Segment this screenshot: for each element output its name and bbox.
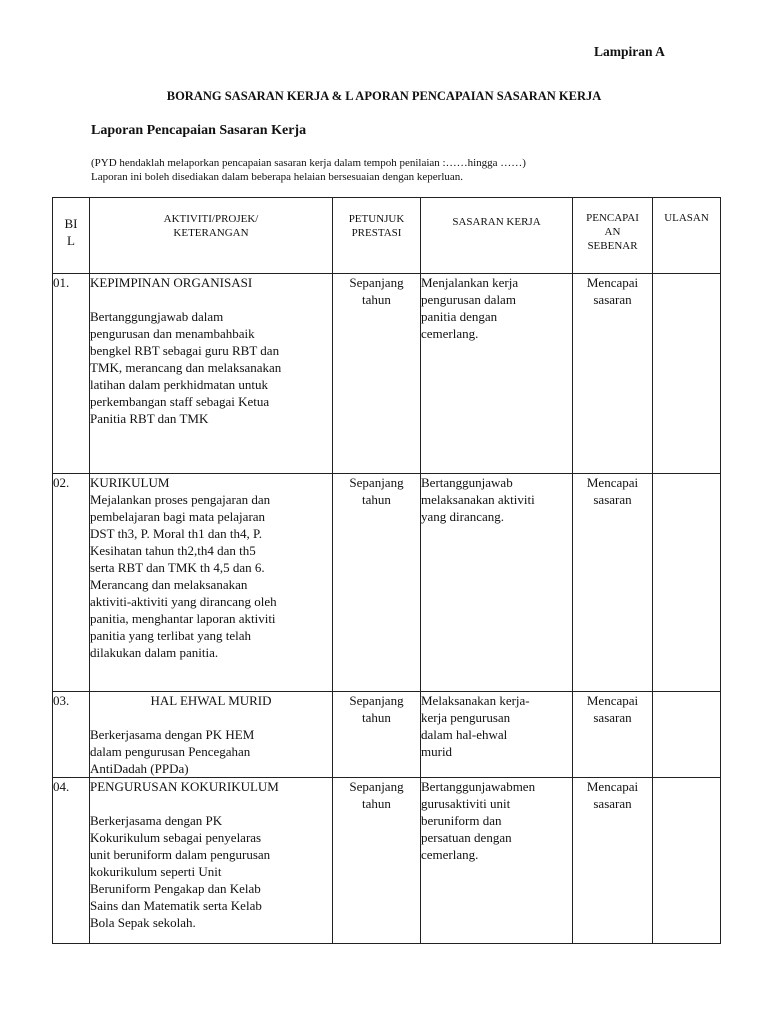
header-aktiviti-line2: KETERANGAN (173, 227, 249, 239)
pencapaian-line: Mencapai (586, 475, 639, 490)
sasaran-line: dalam hal-ehwal (421, 727, 508, 742)
sasaran-line: pengurusan dalam (421, 292, 516, 307)
row-aktiviti (90, 274, 333, 474)
header-ulasan (653, 198, 721, 274)
row-sasaran (421, 274, 573, 474)
row-desc-line: Bola Sepak sekolah. (90, 915, 196, 930)
row-desc-line: Beruniform Pengakap dan Kelab (90, 881, 261, 896)
row-desc-line: dilakukan dalam panitia. (90, 645, 219, 660)
row-desc-line: serta RBT dan TMK th 4,5 dan 6. (90, 560, 265, 575)
header-sasaran-text: SASARAN KERJA (452, 216, 541, 228)
row-desc-line: latihan dalam perkhidmatan untuk (90, 377, 268, 392)
sasaran-line: beruniform dan (421, 813, 502, 828)
table-row (53, 474, 721, 692)
row-desc-line: dalam pengurusan Pencegahan (90, 744, 251, 759)
row-desc-line: Berkerjasama dengan PK HEM (90, 727, 255, 742)
row-desc-line: unit beruniform dalam pengurusan (90, 847, 271, 862)
row-title: HAL EHWAL MURID (150, 693, 272, 708)
row-desc-line: pembelajaran bagi mata pelajaran (90, 509, 266, 524)
sasaran-line: cemerlang. (421, 847, 479, 862)
header-bil (53, 198, 90, 274)
pencapaian-line: sasaran (593, 710, 632, 725)
achievement-table (52, 197, 721, 944)
row-pencapaian (573, 474, 653, 692)
row-desc-line: TMK, merancang dan melaksanakan (90, 360, 282, 375)
row-ulasan (653, 778, 721, 944)
table-row (53, 692, 721, 778)
petunjuk-line: tahun (362, 492, 391, 507)
row-ulasan (653, 474, 721, 692)
row-desc-line: panitia, menghantar laporan aktiviti (90, 611, 276, 626)
header-pencapaian-line3: SEBENAR (587, 240, 638, 252)
row-pencapaian (573, 274, 653, 474)
header-pencapaian-line2: AN (604, 226, 621, 238)
row-desc-line: Kokurikulum sebagai penyelaras (90, 830, 262, 845)
sasaran-line: yang dirancang. (421, 509, 505, 524)
note-line-2: Laporan ini boleh disediakan dalam beberapa helaian bersesuaian dengan keperluan. (91, 171, 464, 183)
row-desc-line: perkembangan staff sebagai Ketua (90, 394, 270, 409)
petunjuk-line: Sepanjang (349, 693, 404, 708)
row-aktiviti (90, 474, 333, 692)
row-sasaran (421, 778, 573, 944)
sasaran-line: gurusaktiviti unit (421, 796, 511, 811)
row-ulasan (653, 274, 721, 474)
petunjuk-line: Sepanjang (349, 779, 404, 794)
petunjuk-line: tahun (362, 796, 391, 811)
petunjuk-line: Sepanjang (349, 475, 404, 490)
header-petunjuk-line2: PRESTASI (351, 227, 402, 239)
sasaran-line: kerja pengurusan (421, 710, 511, 725)
row-desc-line: aktiviti-aktiviti yang dirancang oleh (90, 594, 277, 609)
header-pencapaian (573, 198, 653, 274)
row-petunjuk (333, 274, 421, 474)
table-row (53, 274, 721, 474)
sasaran-line: Menjalankan kerja (421, 275, 519, 290)
sasaran-line: melaksanakan aktiviti (421, 492, 535, 507)
row-title: KURIKULUM (90, 475, 170, 490)
header-petunjuk (333, 198, 421, 274)
row-pencapaian (573, 692, 653, 778)
row-desc-line: Berkerjasama dengan PK (90, 813, 223, 828)
pencapaian-line: Mencapai (586, 693, 639, 708)
pencapaian-line: Mencapai (586, 275, 639, 290)
row-petunjuk (333, 474, 421, 692)
row-bil: 02. (53, 474, 90, 692)
row-desc-line: Sains dan Matematik serta Kelab (90, 898, 262, 913)
header-aktiviti-line1: AKTIVITI/PROJEK/ (163, 213, 259, 225)
row-bil: 01. (53, 274, 90, 474)
pencapaian-line: sasaran (593, 492, 632, 507)
sasaran-line: persatuan dengan (421, 830, 512, 845)
row-desc-line: kokurikulum seperti Unit (90, 864, 222, 879)
pencapaian-line: sasaran (593, 796, 632, 811)
row-desc-line: DST th3, P. Moral th1 dan th4, P. (90, 526, 263, 541)
row-desc-line: Mejalankan proses pengajaran dan (90, 492, 271, 507)
instruction-note (91, 156, 526, 184)
pencapaian-line: Mencapai (586, 779, 639, 794)
row-desc-line: AntiDadah (PPDa) (90, 761, 189, 776)
row-desc-line: panitia yang terlibat yang telah (90, 628, 251, 643)
sasaran-line: panitia dengan (421, 309, 498, 324)
sasaran-line: cemerlang. (421, 326, 479, 341)
report-subtitle: Laporan Pencapaian Sasaran Kerja (91, 123, 307, 138)
row-bil: 03. (53, 692, 90, 778)
header-pencapaian-line1: PENCAPAI (586, 212, 639, 224)
petunjuk-line: tahun (362, 292, 391, 307)
sasaran-line: Melaksanakan kerja- (421, 693, 530, 708)
row-title: PENGURUSAN KOKURIKULUM (90, 779, 279, 794)
header-sasaran (421, 198, 573, 274)
header-petunjuk-line1: PETUNJUK (348, 213, 405, 225)
row-sasaran (421, 692, 573, 778)
header-ulasan-text: ULASAN (664, 212, 709, 224)
lampiran-label: Lampiran A (594, 44, 665, 59)
header-bil-line2: L (67, 233, 75, 248)
row-pencapaian (573, 778, 653, 944)
row-desc-line: Kesihatan tahun th2,th4 dan th5 (90, 543, 256, 558)
pencapaian-line: sasaran (593, 292, 632, 307)
row-ulasan (653, 692, 721, 778)
petunjuk-line: tahun (362, 710, 391, 725)
form-title: BORANG SASARAN KERJA & L APORAN PENCAPAIAN SASARAN KERJA (166, 89, 602, 103)
header-bil-line1: BI (64, 216, 78, 231)
petunjuk-line: Sepanjang (349, 275, 404, 290)
row-title: KEPIMPINAN ORGANISASI (90, 275, 253, 290)
row-desc-line: Bertanggungjawab dalam (90, 309, 224, 324)
table-header-row (53, 198, 721, 274)
row-desc-line: Panitia RBT dan TMK (90, 411, 209, 426)
row-desc-line: bengkel RBT sebagai guru RBT dan (90, 343, 280, 358)
row-petunjuk (333, 692, 421, 778)
sasaran-line: Bertanggunjawab (421, 475, 513, 490)
row-aktiviti (90, 692, 333, 778)
sasaran-line: murid (421, 744, 453, 759)
row-petunjuk (333, 778, 421, 944)
note-line-1: (PYD hendaklah melaporkan pencapaian sasaran kerja dalam tempoh penilaian :……hingga ……) (91, 157, 526, 169)
row-desc-line: pengurusan dan menambahbaik (90, 326, 255, 341)
row-sasaran (421, 474, 573, 692)
row-aktiviti (90, 778, 333, 944)
row-desc-line: Merancang dan melaksanakan (90, 577, 248, 592)
row-bil: 04. (53, 778, 90, 944)
header-aktiviti (90, 198, 333, 274)
table-row (53, 778, 721, 944)
sasaran-line: Bertanggunjawabmen (421, 779, 536, 794)
